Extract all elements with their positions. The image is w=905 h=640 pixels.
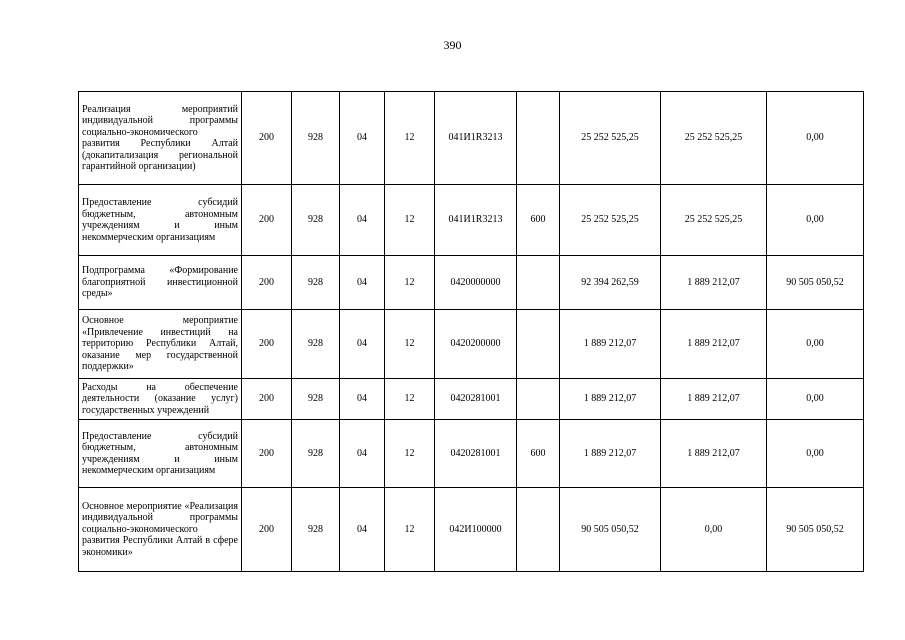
cell-sum-3: 0,00 [767, 92, 864, 185]
cell-sum-3: 90 505 050,52 [767, 488, 864, 572]
row-description: Предоставление субсидий бюджетным, автономным учреждениям и иным некоммерческим организациям [79, 420, 242, 488]
row-description: Предоставление субсидий бюджетным, автономным учреждениям и иным некоммерческим организациям [79, 185, 242, 256]
cell-gr: 200 [242, 488, 292, 572]
cell-cs: 0420000000 [435, 256, 517, 310]
row-description: Расходы на обеспечение деятельности (оказание услуг) государственных учреждений [79, 379, 242, 420]
cell-cs: 041И1R3213 [435, 185, 517, 256]
table-row [79, 185, 864, 256]
cell-sum-2: 0,00 [661, 488, 767, 572]
cell-sum-2: 1 889 212,07 [661, 256, 767, 310]
cell-sum-1: 1 889 212,07 [560, 420, 661, 488]
cell-pr: 12 [385, 92, 435, 185]
cell-sum-2: 1 889 212,07 [661, 379, 767, 420]
cell-pr: 12 [385, 379, 435, 420]
cell-ved: 928 [292, 420, 340, 488]
table-row [79, 488, 864, 572]
cell-ved: 928 [292, 310, 340, 379]
cell-ved: 928 [292, 256, 340, 310]
table-row [79, 256, 864, 310]
cell-gr: 200 [242, 420, 292, 488]
cell-vr [517, 379, 560, 420]
cell-sum-1: 25 252 525,25 [560, 92, 661, 185]
cell-vr [517, 310, 560, 379]
cell-cs: 0420281001 [435, 379, 517, 420]
row-description: Реализация мероприятий индивидуальной программы социально-экономического развития Республики Алтай (докапитализация региональной гарантийной организации) [79, 92, 242, 185]
cell-rz: 04 [340, 185, 385, 256]
cell-rz: 04 [340, 256, 385, 310]
table-row [79, 379, 864, 420]
cell-cs: 042И100000 [435, 488, 517, 572]
cell-pr: 12 [385, 310, 435, 379]
cell-sum-2: 25 252 525,25 [661, 185, 767, 256]
cell-ved: 928 [292, 379, 340, 420]
table-row [79, 420, 864, 488]
table-row [79, 92, 864, 185]
cell-cs: 041И1R3213 [435, 92, 517, 185]
cell-pr: 12 [385, 420, 435, 488]
cell-sum-2: 25 252 525,25 [661, 92, 767, 185]
cell-sum-2: 1 889 212,07 [661, 420, 767, 488]
cell-ved: 928 [292, 488, 340, 572]
cell-pr: 12 [385, 256, 435, 310]
cell-ved: 928 [292, 185, 340, 256]
cell-sum-2: 1 889 212,07 [661, 310, 767, 379]
cell-vr [517, 488, 560, 572]
cell-sum-3: 0,00 [767, 420, 864, 488]
table-row [79, 310, 864, 379]
cell-gr: 200 [242, 256, 292, 310]
cell-gr: 200 [242, 379, 292, 420]
cell-sum-1: 1 889 212,07 [560, 310, 661, 379]
cell-ved: 928 [292, 92, 340, 185]
cell-vr [517, 92, 560, 185]
budget-table [78, 91, 864, 572]
cell-gr: 200 [242, 185, 292, 256]
cell-vr: 600 [517, 420, 560, 488]
cell-sum-1: 1 889 212,07 [560, 379, 661, 420]
cell-rz: 04 [340, 379, 385, 420]
cell-vr: 600 [517, 185, 560, 256]
row-description: Основное мероприятие «Реализация индивидуальной программы социально-экономического развития Республики Алтай в сфере экономики» [79, 488, 242, 572]
cell-vr [517, 256, 560, 310]
row-description: Основное мероприятие «Привлечение инвестиций на территорию Республики Алтай, оказание мер государственной поддержки» [79, 310, 242, 379]
cell-rz: 04 [340, 420, 385, 488]
cell-sum-1: 90 505 050,52 [560, 488, 661, 572]
cell-sum-3: 0,00 [767, 379, 864, 420]
cell-pr: 12 [385, 185, 435, 256]
cell-rz: 04 [340, 310, 385, 379]
row-description: Подпрограмма «Формирование благоприятной инвестиционной среды» [79, 256, 242, 310]
cell-gr: 200 [242, 310, 292, 379]
cell-sum-3: 90 505 050,52 [767, 256, 864, 310]
cell-rz: 04 [340, 488, 385, 572]
cell-sum-1: 25 252 525,25 [560, 185, 661, 256]
cell-gr: 200 [242, 92, 292, 185]
cell-pr: 12 [385, 488, 435, 572]
cell-sum-1: 92 394 262,59 [560, 256, 661, 310]
cell-rz: 04 [340, 92, 385, 185]
cell-sum-3: 0,00 [767, 310, 864, 379]
page-number: 390 [443, 38, 462, 52]
cell-cs: 0420200000 [435, 310, 517, 379]
cell-cs: 0420281001 [435, 420, 517, 488]
cell-sum-3: 0,00 [767, 185, 864, 256]
